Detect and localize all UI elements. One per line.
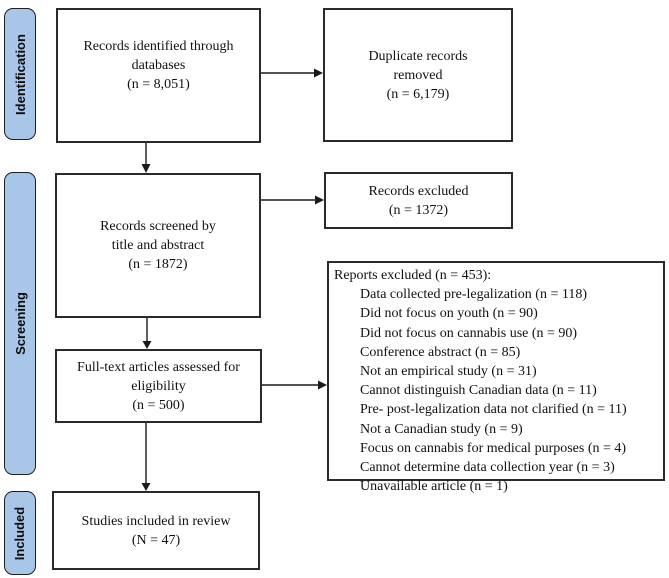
exclusion-reason-item: Data collected pre-legalization (n = 118): [360, 287, 587, 303]
reports-excluded-title: Reports excluded (n = 453):: [334, 268, 492, 283]
arrow-fulltext-to-reports-excluded: [262, 381, 327, 390]
box-text-line: Records identified through: [83, 39, 234, 54]
box-text-line: Full-text articles assessed for: [77, 359, 240, 375]
exclusion-reason-item: Not a Canadian study (n = 9): [360, 421, 523, 437]
box-text-line: Records excluded: [368, 183, 469, 199]
box-text-line: Studies included in review: [81, 513, 231, 529]
box-studies-included: [52, 491, 260, 570]
exclusion-reason-item: Cannot distinguish Canadian data (n = 11): [360, 383, 597, 399]
arrow-fulltext-to-included: [142, 423, 151, 491]
box-records-excluded: [324, 172, 513, 229]
arrow-identified-to-duplicates: [261, 69, 323, 78]
box-text-line: (n = 6,179): [386, 86, 450, 102]
exclusion-reason-item: Did not focus on cannabis use (n = 90): [360, 325, 578, 341]
box-records-identified: [56, 8, 261, 143]
stage-label-identification: Identification: [12, 33, 28, 115]
box-text-line: (n = 1372): [388, 202, 449, 218]
arrow-screened-to-excluded: [261, 196, 324, 205]
stage-pill-screening: [4, 172, 36, 475]
box-reports-excluded: [327, 261, 665, 495]
box-duplicates-removed: [323, 8, 513, 142]
exclusion-reason-item: Not an empirical study (n = 31): [360, 364, 537, 380]
box-text-line: databases: [131, 58, 186, 73]
box-text-line: (N = 47): [131, 532, 181, 548]
stage-label-included: Included: [12, 506, 28, 560]
stage-pill-identification: [4, 8, 36, 140]
stage-pill-included: [4, 491, 36, 575]
box-text-line: (n = 500): [132, 397, 185, 413]
exclusion-reason-item: Cannot determine data collection year (n = 3): [360, 460, 615, 476]
arrow-identified-to-screened: [142, 143, 151, 173]
arrow-screened-to-fulltext: [143, 318, 152, 349]
box-text-line: Duplicate records: [368, 48, 468, 64]
box-text-line: Records screened by: [100, 219, 216, 234]
stage-label-screening: Screening: [12, 292, 28, 355]
exclusion-reason-item: Focus on cannabis for medical purposes (n = 4): [360, 440, 627, 456]
box-text-line: title and abstract: [111, 238, 205, 253]
exclusion-reason-item: Did not focus on youth (n = 90): [360, 306, 538, 322]
box-text-line: removed: [393, 67, 443, 83]
exclusion-reason-item: Unavailable article (n = 1): [360, 479, 508, 495]
box-records-screened: [55, 173, 261, 318]
exclusion-reason-item: Conference abstract (n = 85): [360, 344, 521, 360]
box-fulltext-assessed: [55, 349, 262, 423]
box-text-line: (n = 8,051): [127, 77, 190, 92]
box-text-line: (n = 1872): [128, 257, 188, 272]
box-text-line: eligibility: [131, 378, 186, 394]
exclusion-reason-item: Pre- post-legalization data not clarified (n = 11): [360, 402, 627, 418]
